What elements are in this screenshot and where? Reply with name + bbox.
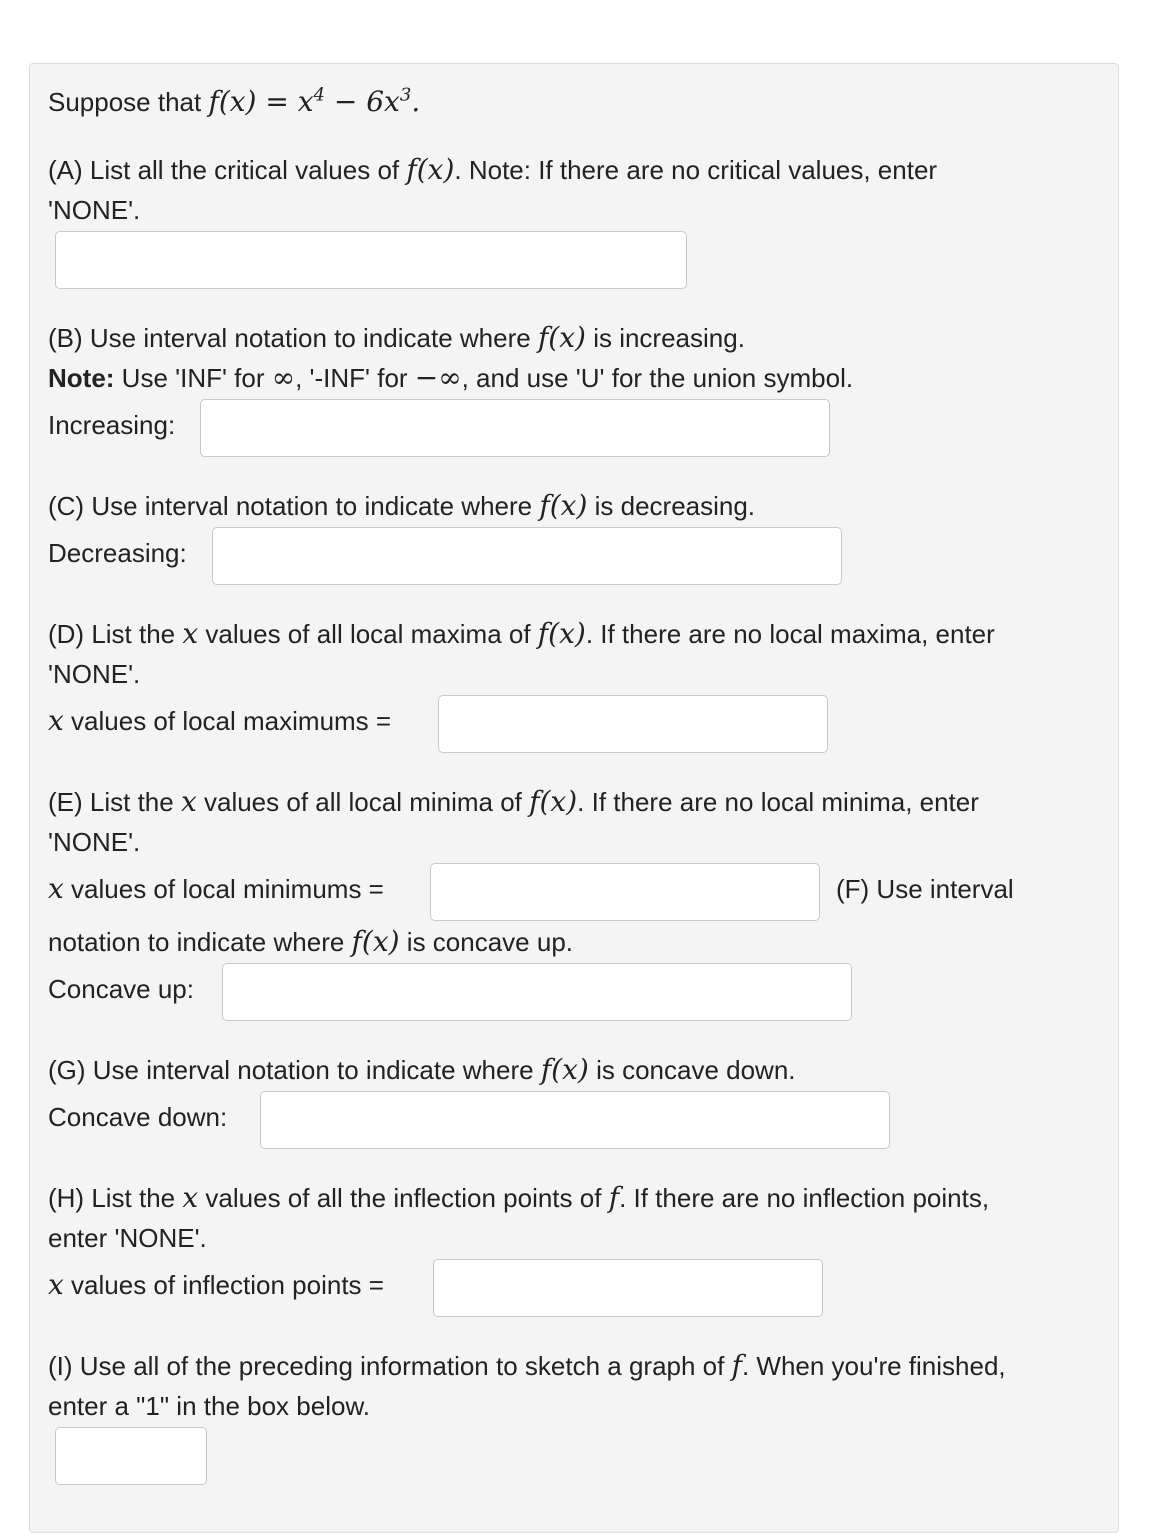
local-min-label-text: values of local minimums = xyxy=(71,874,384,904)
increasing-label: Increasing: xyxy=(48,410,176,440)
part-g-line1 xyxy=(48,1054,796,1086)
fx-math: f(x) xyxy=(537,617,586,650)
function-end: . xyxy=(411,85,421,118)
part-f-text: (F) Use interval xyxy=(836,874,1014,904)
decreasing-label: Decreasing: xyxy=(48,538,187,568)
local-max-label xyxy=(48,705,391,737)
part-e-text-mid: values of all local minima of xyxy=(203,787,522,817)
function-term-b: − 6x xyxy=(324,85,400,118)
part-e-text: (E) List the xyxy=(48,787,174,817)
function-term-a: x xyxy=(297,85,314,118)
local-min-label xyxy=(48,873,384,905)
part-i-text: (I) Use all of the preceding information to sketch a graph of xyxy=(48,1351,725,1381)
part-e-line1 xyxy=(48,786,979,818)
part-g-text-post: is concave down. xyxy=(596,1055,796,1085)
part-h-text-post: . If there are no inflection points, xyxy=(619,1183,990,1213)
function-definition xyxy=(208,85,420,118)
x-math: x xyxy=(48,872,64,905)
fx-math: f(x) xyxy=(529,785,578,818)
decreasing-input[interactable] xyxy=(212,527,842,585)
part-a-line1 xyxy=(48,154,937,186)
part-c-text-post: is decreasing. xyxy=(594,491,756,521)
x-math: x xyxy=(182,1181,199,1214)
part-c-line1 xyxy=(48,490,755,522)
local-min-input[interactable] xyxy=(430,863,820,921)
intro-line xyxy=(48,86,420,118)
part-d-text-mid: values of all local maxima of xyxy=(205,619,531,649)
concave-down-label: Concave down: xyxy=(48,1102,228,1132)
part-i-line1 xyxy=(48,1350,1006,1382)
inflection-input[interactable] xyxy=(433,1259,823,1317)
part-d-line1 xyxy=(48,618,995,650)
part-d-text: (D) List the xyxy=(48,619,176,649)
f-math: f xyxy=(731,1349,742,1382)
part-g-text: (G) Use interval notation to indicate where xyxy=(48,1055,534,1085)
part-h-text: (H) List the xyxy=(48,1183,176,1213)
local-max-label-text: values of local maximums = xyxy=(71,706,392,736)
note-text-a: Use 'INF' for xyxy=(121,363,265,393)
neg-infinity-symbol: −∞ xyxy=(414,361,462,394)
fx-math: f(x) xyxy=(406,153,455,186)
fx-math: f(x) xyxy=(539,489,588,522)
inflection-label xyxy=(48,1269,384,1301)
note-text-c: , and use 'U' for the union symbol. xyxy=(461,363,854,393)
part-a-text: (A) List all the critical values of xyxy=(48,155,400,185)
sketch-done-input[interactable] xyxy=(55,1427,207,1485)
part-a-line2: 'NONE'. xyxy=(48,195,141,225)
x-math: x xyxy=(48,1268,64,1301)
part-a-text-post: . Note: If there are no critical values, enter xyxy=(454,155,938,185)
note-text-b: , '-INF' for xyxy=(295,363,408,393)
part-b-text: (B) Use interval notation to indicate where xyxy=(48,323,531,353)
part-d-line2: 'NONE'. xyxy=(48,659,141,689)
part-f-text-b: is concave up. xyxy=(406,927,574,957)
part-b-note xyxy=(48,362,853,394)
part-i-text-post: . When you're finished, xyxy=(741,1351,1006,1381)
part-e-text-post: . If there are no local minima, enter xyxy=(577,787,979,817)
critical-values-input[interactable] xyxy=(55,231,687,289)
x-math: x xyxy=(180,785,197,818)
x-math: x xyxy=(48,704,64,737)
concave-down-input[interactable] xyxy=(260,1091,890,1149)
concave-up-input[interactable] xyxy=(222,963,852,1021)
fx-math: f(x) xyxy=(537,321,586,354)
inflection-label-text: values of inflection points = xyxy=(71,1270,384,1300)
fx-math: f(x) xyxy=(351,925,400,958)
part-f-text-a: notation to indicate where xyxy=(48,927,345,957)
part-f-line2 xyxy=(48,926,573,958)
part-b-text-post: is increasing. xyxy=(593,323,745,353)
exponent-b: 3 xyxy=(399,84,412,106)
x-math: x xyxy=(182,617,199,650)
exponent-a: 4 xyxy=(313,84,325,106)
part-d-text-post: . If there are no local maxima, enter xyxy=(585,619,995,649)
note-label: Note: xyxy=(48,363,115,393)
infinity-symbol: ∞ xyxy=(271,361,296,394)
function-lhs: f(x) = xyxy=(208,85,298,118)
concave-up-label: Concave up: xyxy=(48,974,194,1004)
f-math: f xyxy=(608,1181,620,1214)
fx-math: f(x) xyxy=(540,1053,589,1086)
part-i-line2: enter a "1" in the box below. xyxy=(48,1391,371,1421)
part-e-line2: 'NONE'. xyxy=(48,827,141,857)
part-b-line1 xyxy=(48,322,745,354)
increasing-input[interactable] xyxy=(200,399,830,457)
part-h-line1 xyxy=(48,1182,989,1214)
local-max-input[interactable] xyxy=(438,695,828,753)
part-h-text-mid: values of all the inflection points of xyxy=(205,1183,602,1213)
intro-prefix: Suppose that xyxy=(48,87,202,117)
part-c-text: (C) Use interval notation to indicate where xyxy=(48,491,533,521)
part-h-line2: enter 'NONE'. xyxy=(48,1223,207,1253)
